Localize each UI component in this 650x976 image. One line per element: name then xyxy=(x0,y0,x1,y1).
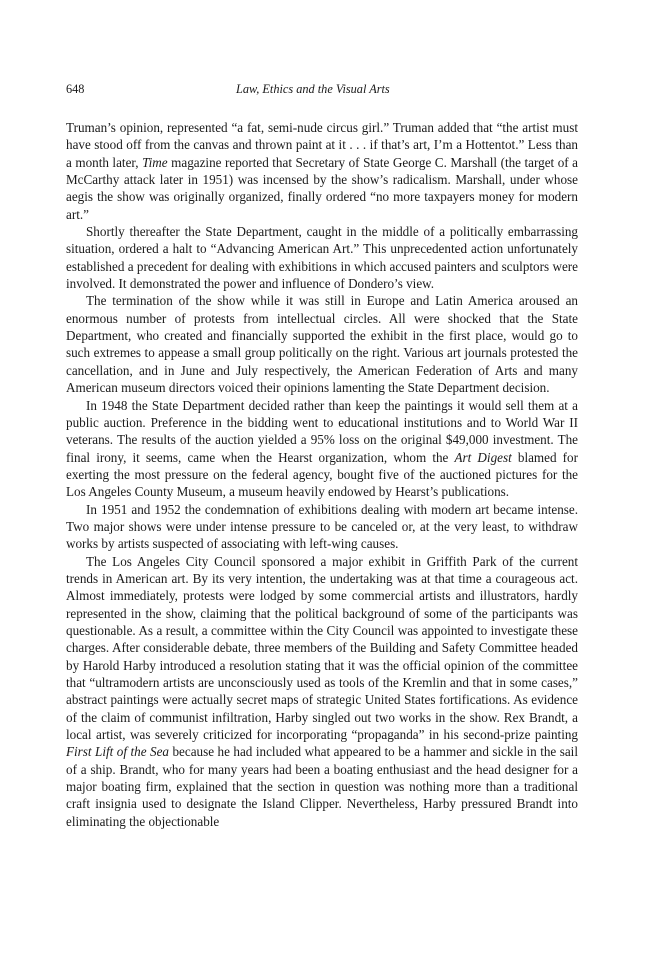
text-run: Truman’s opinion, represented “a fat, semi-nude circus girl.” Truman added that “the artist must have stood off from the canvas and thrown paint at it . . . if that’s art, I’m a Hottentot.” Less than a month later, xyxy=(66,120,578,170)
artwork-title: First Lift of the Sea xyxy=(66,744,169,760)
paragraph-2 xyxy=(66,223,578,292)
publication-title: Art Digest xyxy=(454,449,512,465)
paragraph-6 xyxy=(66,553,578,831)
text-run: Shortly thereafter the State Department, caught in the middle of a politically embarrassing situation, ordered a halt to “Advancing American Art.” This unprecedented action unfortunately established a precedent for dealing with exhibitions in which accused painters and sculptors were involved. It demonstrated the power and influence of Dondero’s view. xyxy=(66,224,578,292)
paragraph-3 xyxy=(66,292,578,396)
text-run: In 1951 and 1952 the condemnation of exhibitions dealing with modern art became intense. Two major shows were under intense pressure to be canceled or, at the very least, to withdraw works by artists suspected of associating with left-wing causes. xyxy=(66,501,578,552)
running-title: Law, Ethics and the Visual Arts xyxy=(236,82,390,96)
text-run: magazine reported that Secretary of State George C. Marshall (the target of a McCarthy attack later in 1951) was incensed by the show’s radicalism. Marshall, under whose aegis the show was originally organized, finally ordered “no more taxpayers money for modern art.” xyxy=(66,154,579,222)
text-run: because he had included what appeared to be a hammer and sickle in the sail of a ship. Brandt, who for many years had been a boating enthusiast and the head designer for a major boating firm, explained that the section in question was nothing more than a traditional craft insignia used to designate the Island Clipper. Nevertheless, Harby pressured Brandt into eliminating the objectionable xyxy=(66,744,578,829)
text-run: The Los Angeles City Council sponsored a major exhibit in Griffith Park of the current trends in American art. By its very intention, the undertaking was at that time a courageous act. Almost immediately, protests were lodged by some commercial artists and illustrators, hardly represented in the show, claiming that the political background of some of the participants was questionable. As a result, a committee within the City Council was appointed to investigate these charges. After considerable debate, three members of the Building and Safety Committee headed by Harold Harby introduced a resolution stating that it was the official opinion of the committee that “ultramodern artists are unconsciously used as tools of the Kremlin and that in some cases,” abstract paintings were actually secret maps of strategic United States fortifications. As evidence of the claim of communist infiltration, Harby singled out two works in the show. Rex Brandt, a local artist, was severely criticized for incorporating “propaganda” in his second-prize painting xyxy=(66,553,578,743)
paragraph-4 xyxy=(66,397,578,501)
book-page xyxy=(66,82,578,830)
text-run: The termination of the show while it was still in Europe and Latin America aroused an enormous number of protests from intellectual circles. All were shocked that the State Department, who created and financially supported the exhibit in the first place, would go to such extremes to appease a small group politically on the right. Various art journals protested the cancellation, and in June and July respectively, the American Federation of Arts and many American museum directors voiced their opinions lamenting the State Department decision. xyxy=(66,293,578,396)
text-run: blamed for exerting the most pressure on the federal agency, bought five of the auctioned pictures for the Los Angeles County Museum, a museum heavily endowed by Hearst’s publications. xyxy=(66,449,579,500)
page-header xyxy=(66,82,578,102)
body-text xyxy=(66,119,578,830)
page-number: 648 xyxy=(66,82,85,96)
publication-title: Time xyxy=(142,154,168,170)
paragraph-5 xyxy=(66,501,578,553)
text-run: In 1948 the State Department decided rather than keep the paintings it would sell them at a public auction. Preference in the bidding went to educational institutions and to World War II veterans. The results of the auction yielded a 95% loss on the original $49,000 investment. The final irony, it seems, came when the Hearst organization, whom the xyxy=(66,397,578,465)
paragraph-1 xyxy=(66,119,578,223)
